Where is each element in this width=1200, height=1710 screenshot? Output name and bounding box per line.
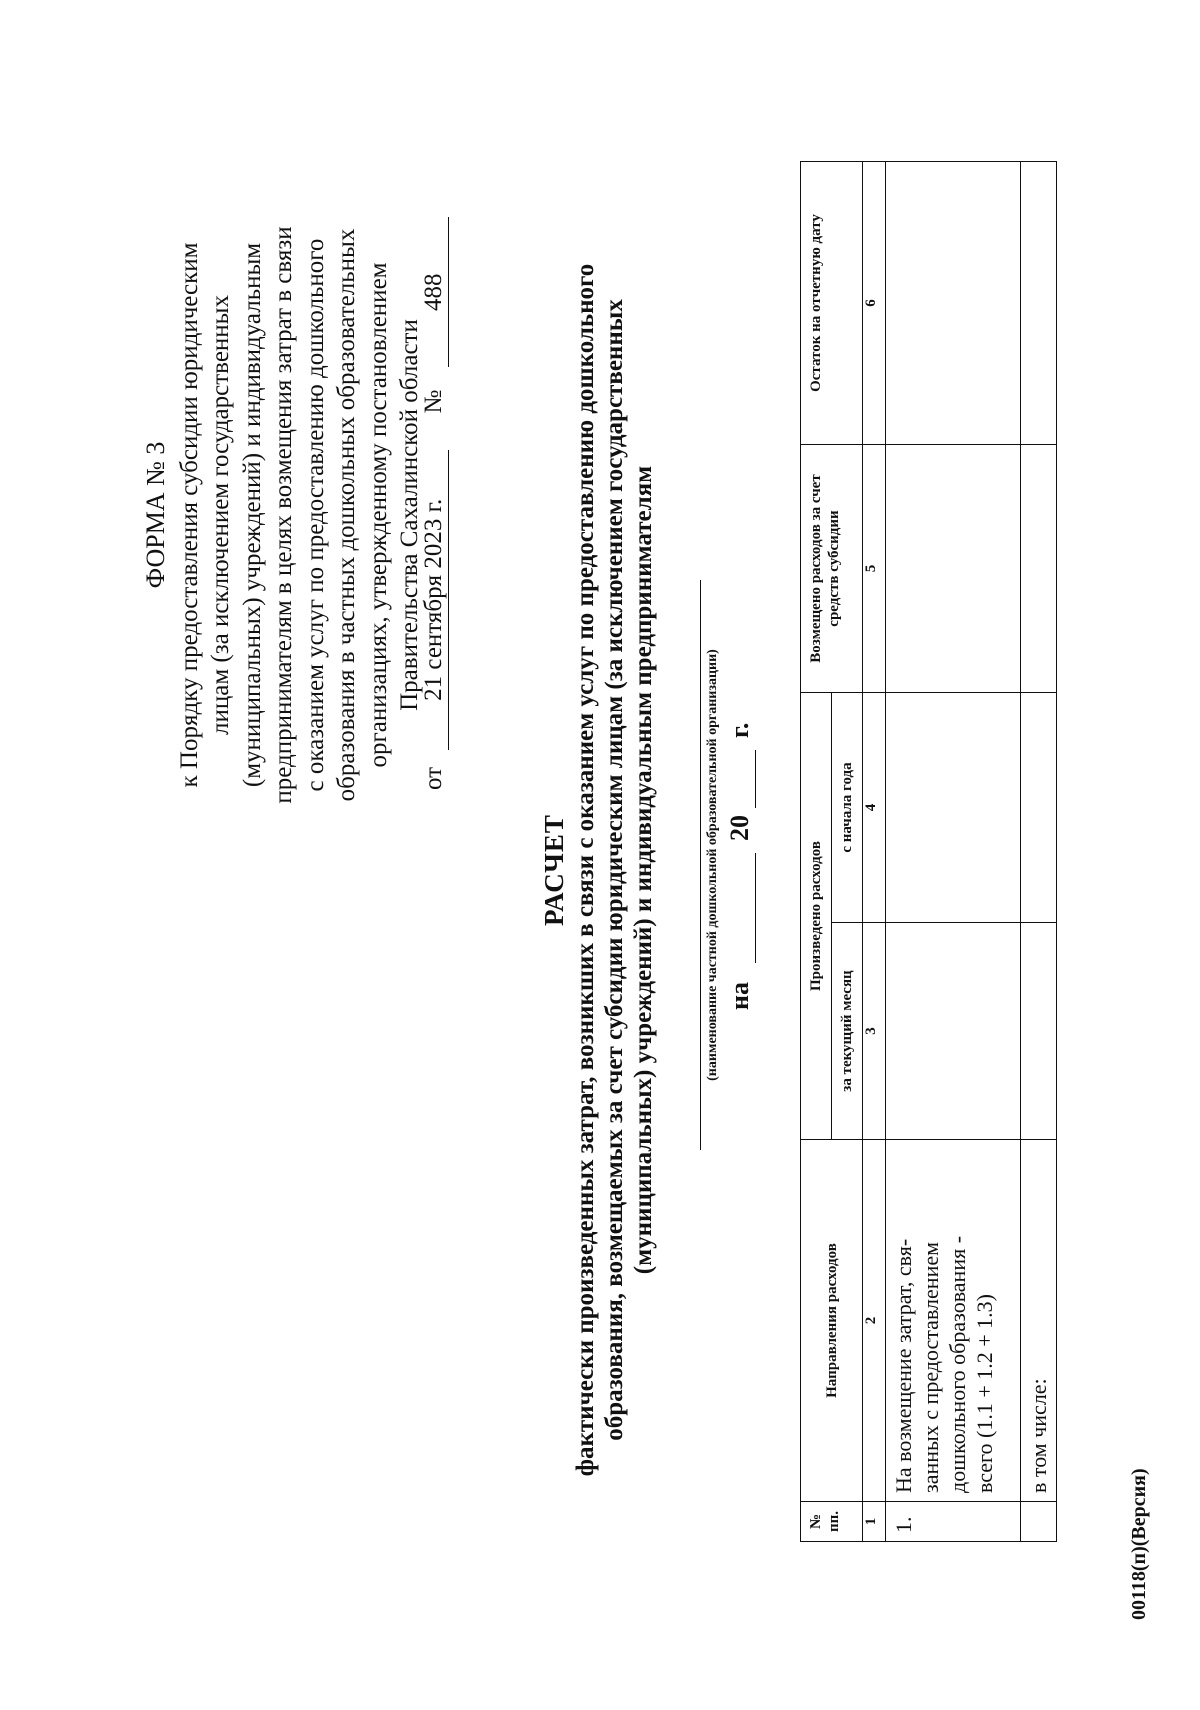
header-balance: Остаток на отчетную дату (801, 162, 863, 445)
col-number: 3 (863, 923, 886, 1140)
period-prefix: на (725, 982, 754, 1010)
expense-table (800, 161, 1057, 1542)
header-reimbursed: Возмещено расходов за счет средств субсидии (801, 445, 863, 693)
report-period-line (725, 660, 756, 1010)
resolution-number: 488 (420, 217, 449, 367)
header-line: образования в частных дошкольных образовательных (333, 228, 360, 802)
table-row (886, 162, 1021, 1542)
row-num: 1. (886, 1502, 1021, 1542)
row-direction: На возмещение затрат, свя- занных с предоставлением дошкольного образования - всего (1.1 + 1.2 + 1.3) (886, 1140, 1021, 1502)
header-num: № пп. (801, 1502, 863, 1542)
title-line: (муниципальных) учреждений) и индивидуальным предпринимателям (630, 465, 657, 1275)
resolution-date-line (420, 190, 449, 790)
resolution-date: 21 сентября 2023 г. (420, 450, 449, 750)
date-prefix: от (420, 766, 447, 790)
header-produced: Произведено расходов (801, 693, 832, 1140)
table-row (1021, 162, 1057, 1542)
header-line: Правительства Сахалинской области (396, 319, 423, 711)
document-title (540, 140, 658, 1600)
title-line: образования, возмещаемых за счет субсидии юридическим лицам (за исключением государственных (601, 299, 628, 1441)
header-year-start: с начала года (832, 693, 863, 923)
col-number: 5 (863, 445, 886, 693)
title-line: фактически произведенных затрат, возникших в связи с оказанием услуг по предоставлению дошкольного (572, 263, 599, 1477)
header-line: к Порядку предоставления субсидии юридическим (175, 242, 203, 788)
row-reimbursed (886, 445, 1021, 693)
row-year-start (886, 693, 1021, 923)
number-prefix: № (420, 389, 447, 414)
document-code: 00118(п)(Версия) (1128, 1468, 1150, 1620)
row-current-month (1021, 923, 1057, 1140)
header-line: лицам (за исключением государственных (207, 295, 234, 735)
header-line: предпринимателям в целях возмещения затрат в связи (270, 226, 297, 804)
col-number: 2 (863, 1140, 886, 1502)
form-header (140, 140, 426, 890)
row-num (1021, 1502, 1057, 1542)
header-line: организациях, утвержденному постановлением (364, 262, 392, 768)
col-number: 4 (863, 693, 886, 923)
header-line: с оказанием услуг по предоставлению дошкольного (301, 238, 329, 792)
title-main: РАСЧЕТ (539, 814, 569, 926)
col-number: 6 (863, 162, 886, 445)
column-number-row (863, 162, 886, 1542)
row-balance (886, 162, 1021, 445)
header-line: (муниципальных) учреждений) и индивидуальным (238, 242, 266, 788)
row-balance (1021, 162, 1057, 445)
period-suffix: г. (725, 722, 754, 738)
row-direction: в том числе: (1021, 1140, 1057, 1502)
row-current-month (886, 923, 1021, 1140)
period-blank (725, 854, 756, 964)
row-year-start (1021, 693, 1057, 923)
header-current-month: за текущий месяц (832, 923, 863, 1140)
row-reimbursed (1021, 445, 1057, 693)
header-direction: Направления расходов (801, 1140, 863, 1502)
period-year-prefix: 20 (725, 815, 754, 841)
org-name-caption: (наименование частной дошкольной образовательной организации) (700, 580, 721, 1150)
col-number: 1 (863, 1502, 886, 1542)
period-year-blank (725, 751, 756, 809)
form-number: ФОРМА № 3 (141, 441, 170, 589)
